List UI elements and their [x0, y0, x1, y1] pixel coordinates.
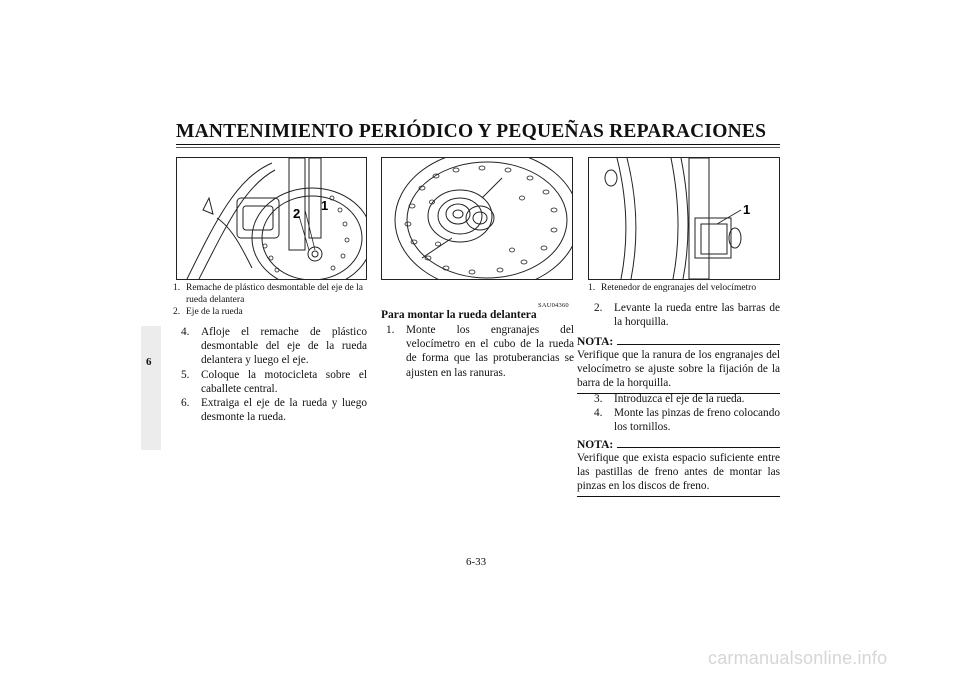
callout-2: 2 — [293, 206, 301, 221]
step-text: Afloje el remache de plástico desmontable del eje de la rueda delantera y luego el eje. — [201, 326, 367, 367]
note-header — [577, 336, 780, 348]
step-number: 5. — [181, 368, 190, 381]
middle-steps — [386, 323, 574, 380]
step-number: 1. — [386, 324, 395, 336]
hub-drawing — [382, 158, 572, 279]
axle-drawing — [177, 158, 366, 279]
step-number: 2. — [594, 302, 603, 314]
note-label: NOTA: — [577, 336, 614, 348]
caption-item — [173, 282, 369, 306]
retainer-drawing — [589, 158, 779, 279]
step-number: 3. — [594, 393, 603, 405]
caption-number: 1. — [588, 283, 596, 293]
callout-1: 1 — [743, 202, 751, 217]
step-number: 4. — [181, 326, 190, 338]
note-box-2 — [577, 439, 780, 497]
step-item — [594, 301, 780, 329]
step-text: Coloque la motocicleta sobre el caballete central. — [201, 368, 367, 395]
step-number: 4. — [594, 407, 603, 420]
step-text: Levante la rueda entre las barras de la horquilla. — [614, 302, 780, 329]
caption-item — [588, 282, 780, 294]
step-text: Introduzca el eje de la rueda. — [614, 393, 745, 405]
step-item — [594, 406, 780, 434]
step-number: 6. — [181, 397, 190, 410]
right-captions — [588, 282, 780, 294]
right-steps-b — [594, 392, 780, 435]
caption-text: Eje de la rueda — [186, 307, 243, 317]
chapter-tab — [141, 326, 161, 450]
note-rule — [617, 447, 780, 448]
caption-text: Retenedor de engranajes del velocímetro — [601, 283, 757, 293]
caption-number: 2. — [173, 307, 181, 317]
section-code: SAU04360 — [538, 302, 569, 309]
figure-axle-illustration — [176, 157, 367, 280]
caption-text: Remache de plástico desmontable del eje de la rueda delantera — [186, 283, 363, 305]
note-header — [577, 439, 780, 451]
callout-1: 1 — [321, 198, 329, 213]
caption-number: 1. — [173, 283, 181, 293]
left-captions — [173, 282, 369, 318]
note-box-1 — [577, 336, 780, 394]
watermark-text: carmanualsonline.info — [708, 648, 888, 668]
step-item — [181, 325, 367, 368]
figure-retainer-illustration — [588, 157, 780, 280]
note-label: NOTA: — [577, 439, 614, 451]
title-rule — [176, 144, 780, 145]
note-text: Verifique que exista espacio suficiente entre las pastillas de freno antes de montar las pinzas en los discos de freno. — [577, 451, 780, 497]
step-item — [594, 392, 780, 406]
step-text: Extraiga el eje de la rueda y luego desmonte la rueda. — [201, 397, 367, 424]
step-text: Monte los engranajes del velocímetro en el cubo de la rueda de forma que las protuberancias se ajusten en las ranuras. — [406, 324, 574, 379]
title-rule-thin — [176, 147, 780, 148]
chapter-number: 6 — [146, 356, 152, 368]
note-text: Verifique que la ranura de los engranajes del velocímetro se ajuste sobre la fijación de la barra de la horquilla. — [577, 348, 780, 394]
caption-item — [173, 306, 369, 318]
note-rule — [617, 344, 780, 345]
step-item — [386, 323, 574, 380]
left-steps — [181, 325, 367, 424]
figure-hub-illustration — [381, 157, 573, 280]
step-item — [181, 368, 367, 396]
page-number: 6-33 — [466, 556, 487, 568]
section-heading: Para montar la rueda delantera — [381, 309, 537, 321]
step-text: Monte las pinzas de freno colocando los tornillos. — [614, 407, 780, 434]
right-steps-a — [594, 301, 780, 329]
page-title: MANTENIMIENTO PERIÓDICO Y PEQUEÑAS REPARACIONES — [176, 121, 767, 142]
step-item — [181, 396, 367, 424]
